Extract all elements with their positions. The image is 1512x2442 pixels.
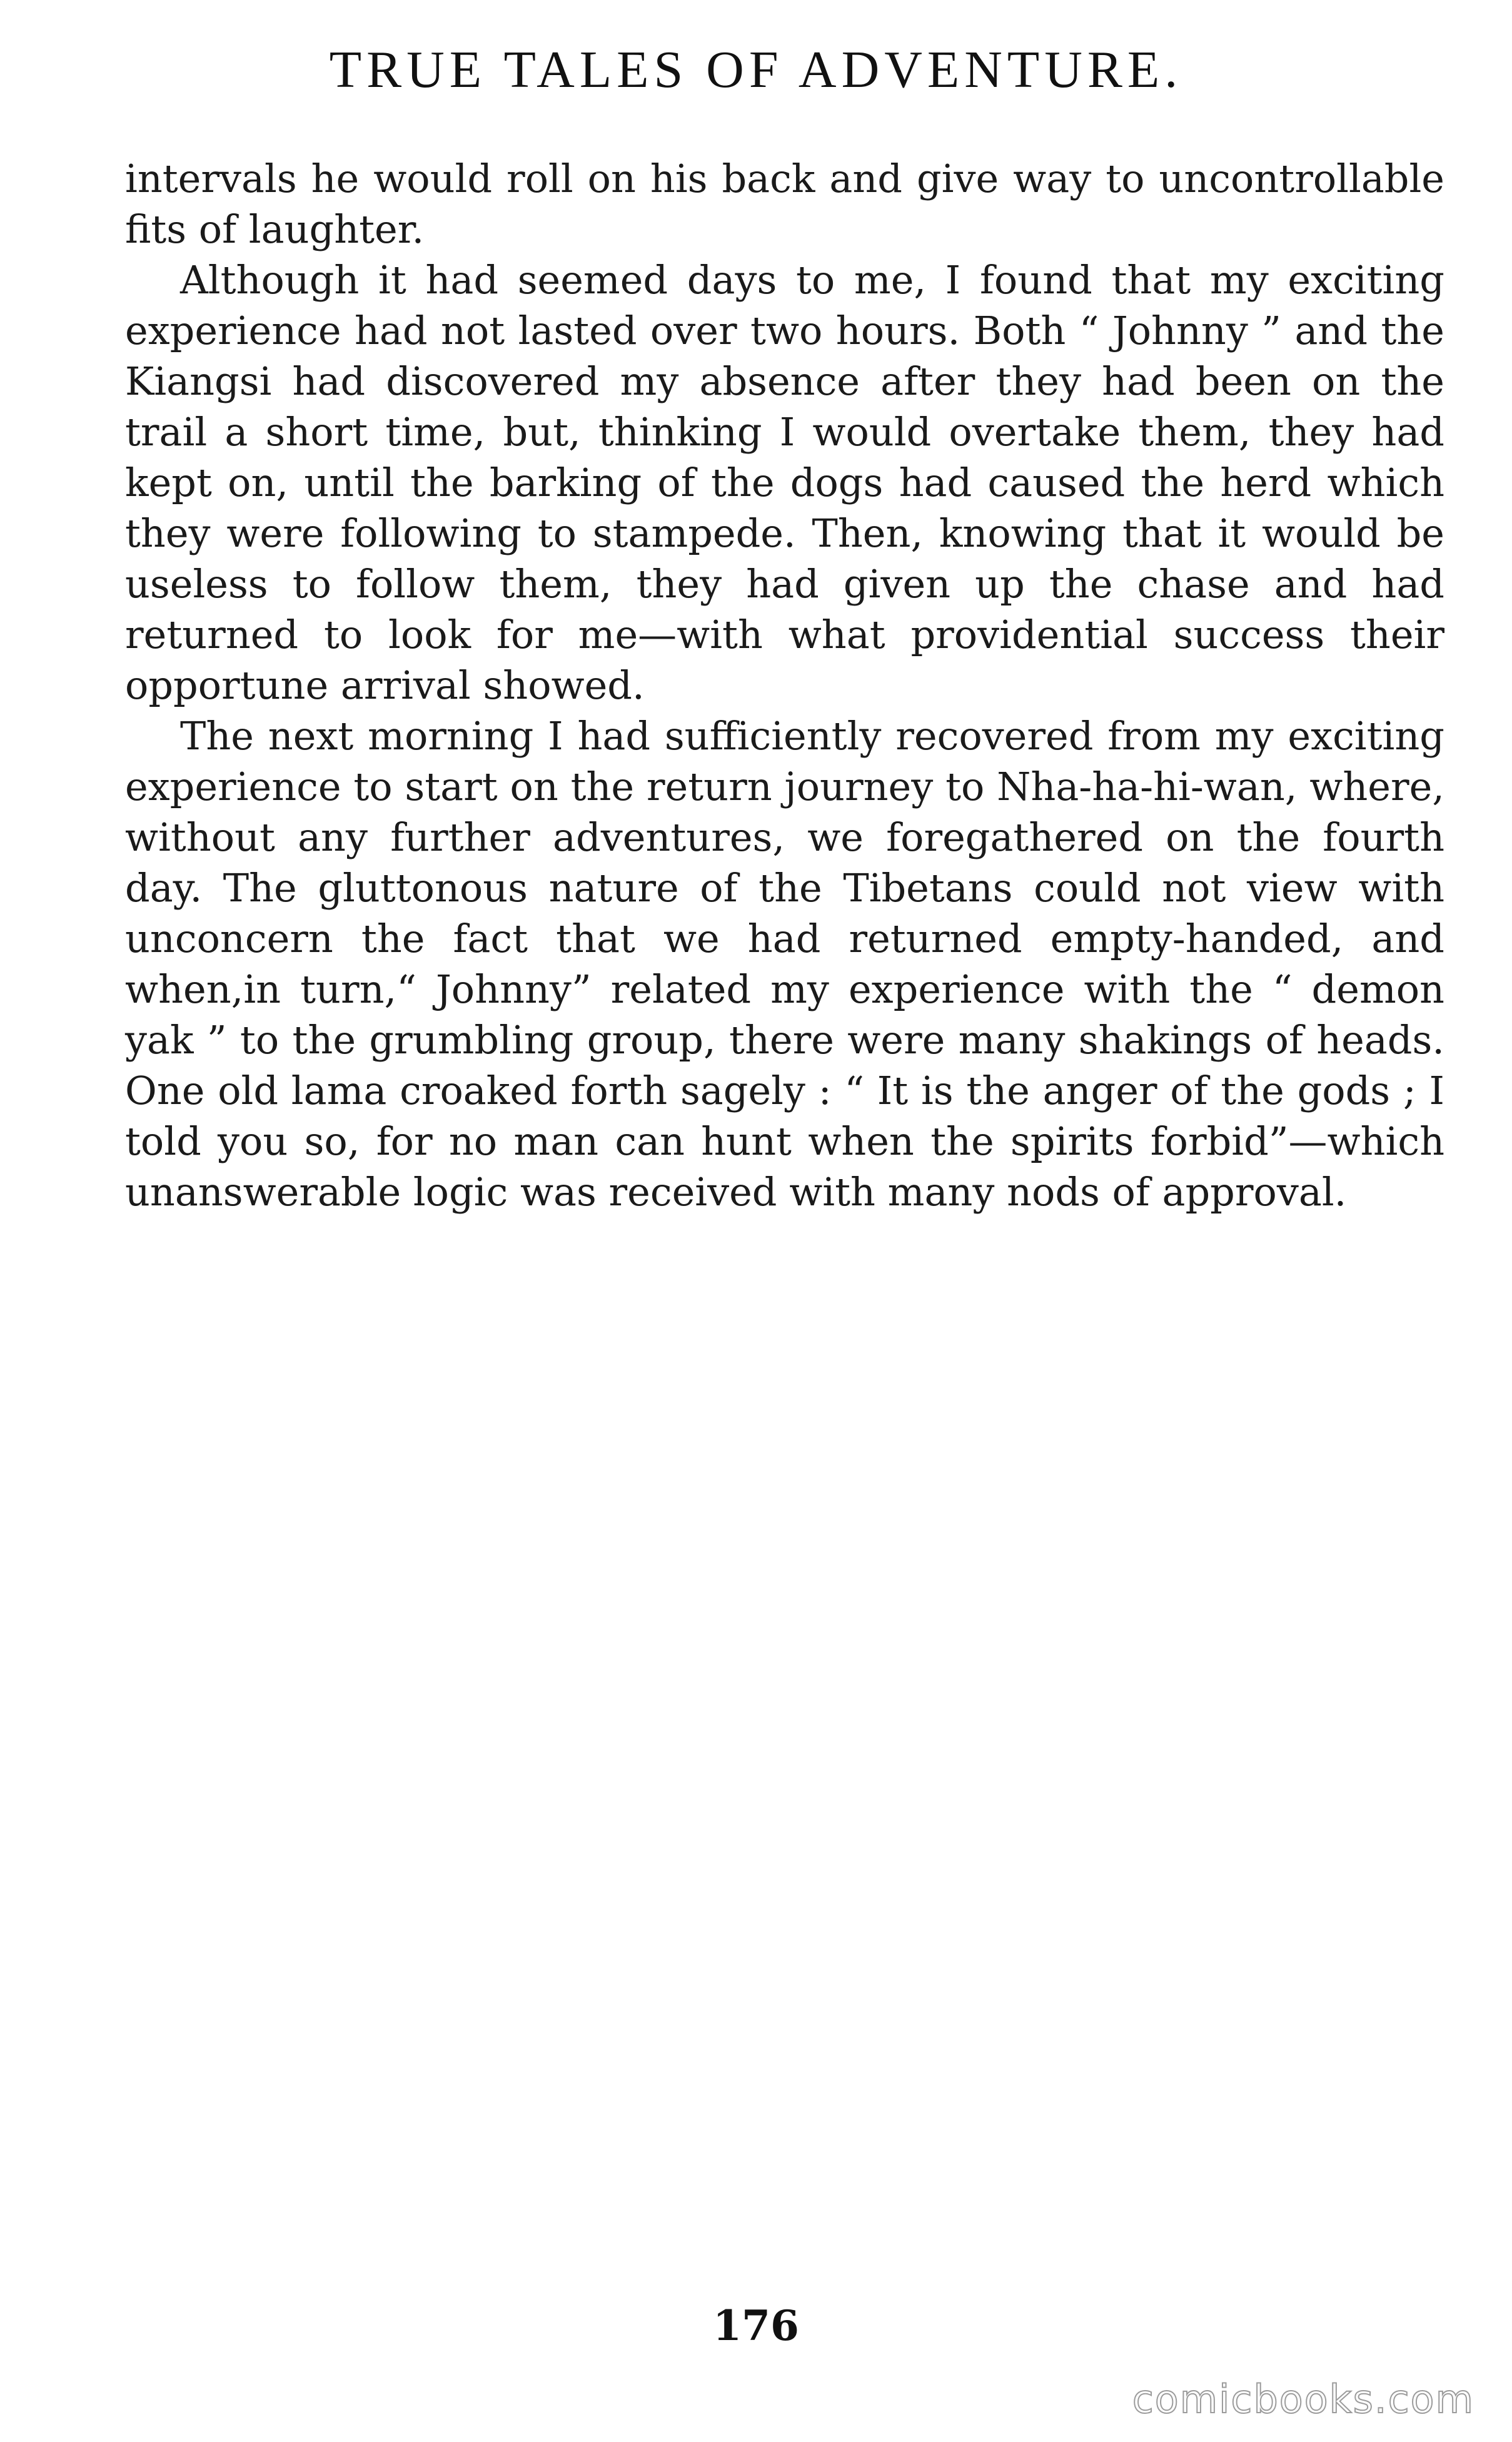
- paragraph: intervals he would roll on his back and give way to uncontrollable fits of laughter.: [125, 156, 1444, 252]
- paragraph: The next morning I had sufficiently recovered from my exciting experience to start on the return journey to Nha-ha-hi-wan, where, without any further adventures, we foregathered on the fourth day. The gluttonous nature of the Tibetans could not view with unconcern the fact that we had returned empty-handed, and when,in turn,“ Johnny” related my experience with the “ demon yak ” to the grumbling group, there were many shakings of heads. One old lama croaked forth sagely : “ It is the anger of the gods ; I told you so, for no man can hunt when the spirits forbid”—which unanswerable logic was received with many nods of approval.: [125, 713, 1444, 1215]
- page-number: 176: [713, 2301, 799, 2350]
- paragraph: Although it had seemed days to me, I found that my exciting experience had not lasted over two hours. Both “ Johnny ” and the Kiangsi had discovered my absence after they had been on the trail a short time, but, thinking I would overtake them, they had kept on, until the barking of the dogs had caused the herd which they were following to stampede. Then, knowing that it would be useless to follow them, they had given up the chase and had returned to look for me—with what providential success their opportune arrival showed.: [125, 257, 1444, 708]
- running-head: TRUE TALES OF ADVENTURE.: [329, 41, 1183, 99]
- body-text: [125, 153, 1444, 1217]
- watermark: comicbooks.com: [1132, 2376, 1474, 2422]
